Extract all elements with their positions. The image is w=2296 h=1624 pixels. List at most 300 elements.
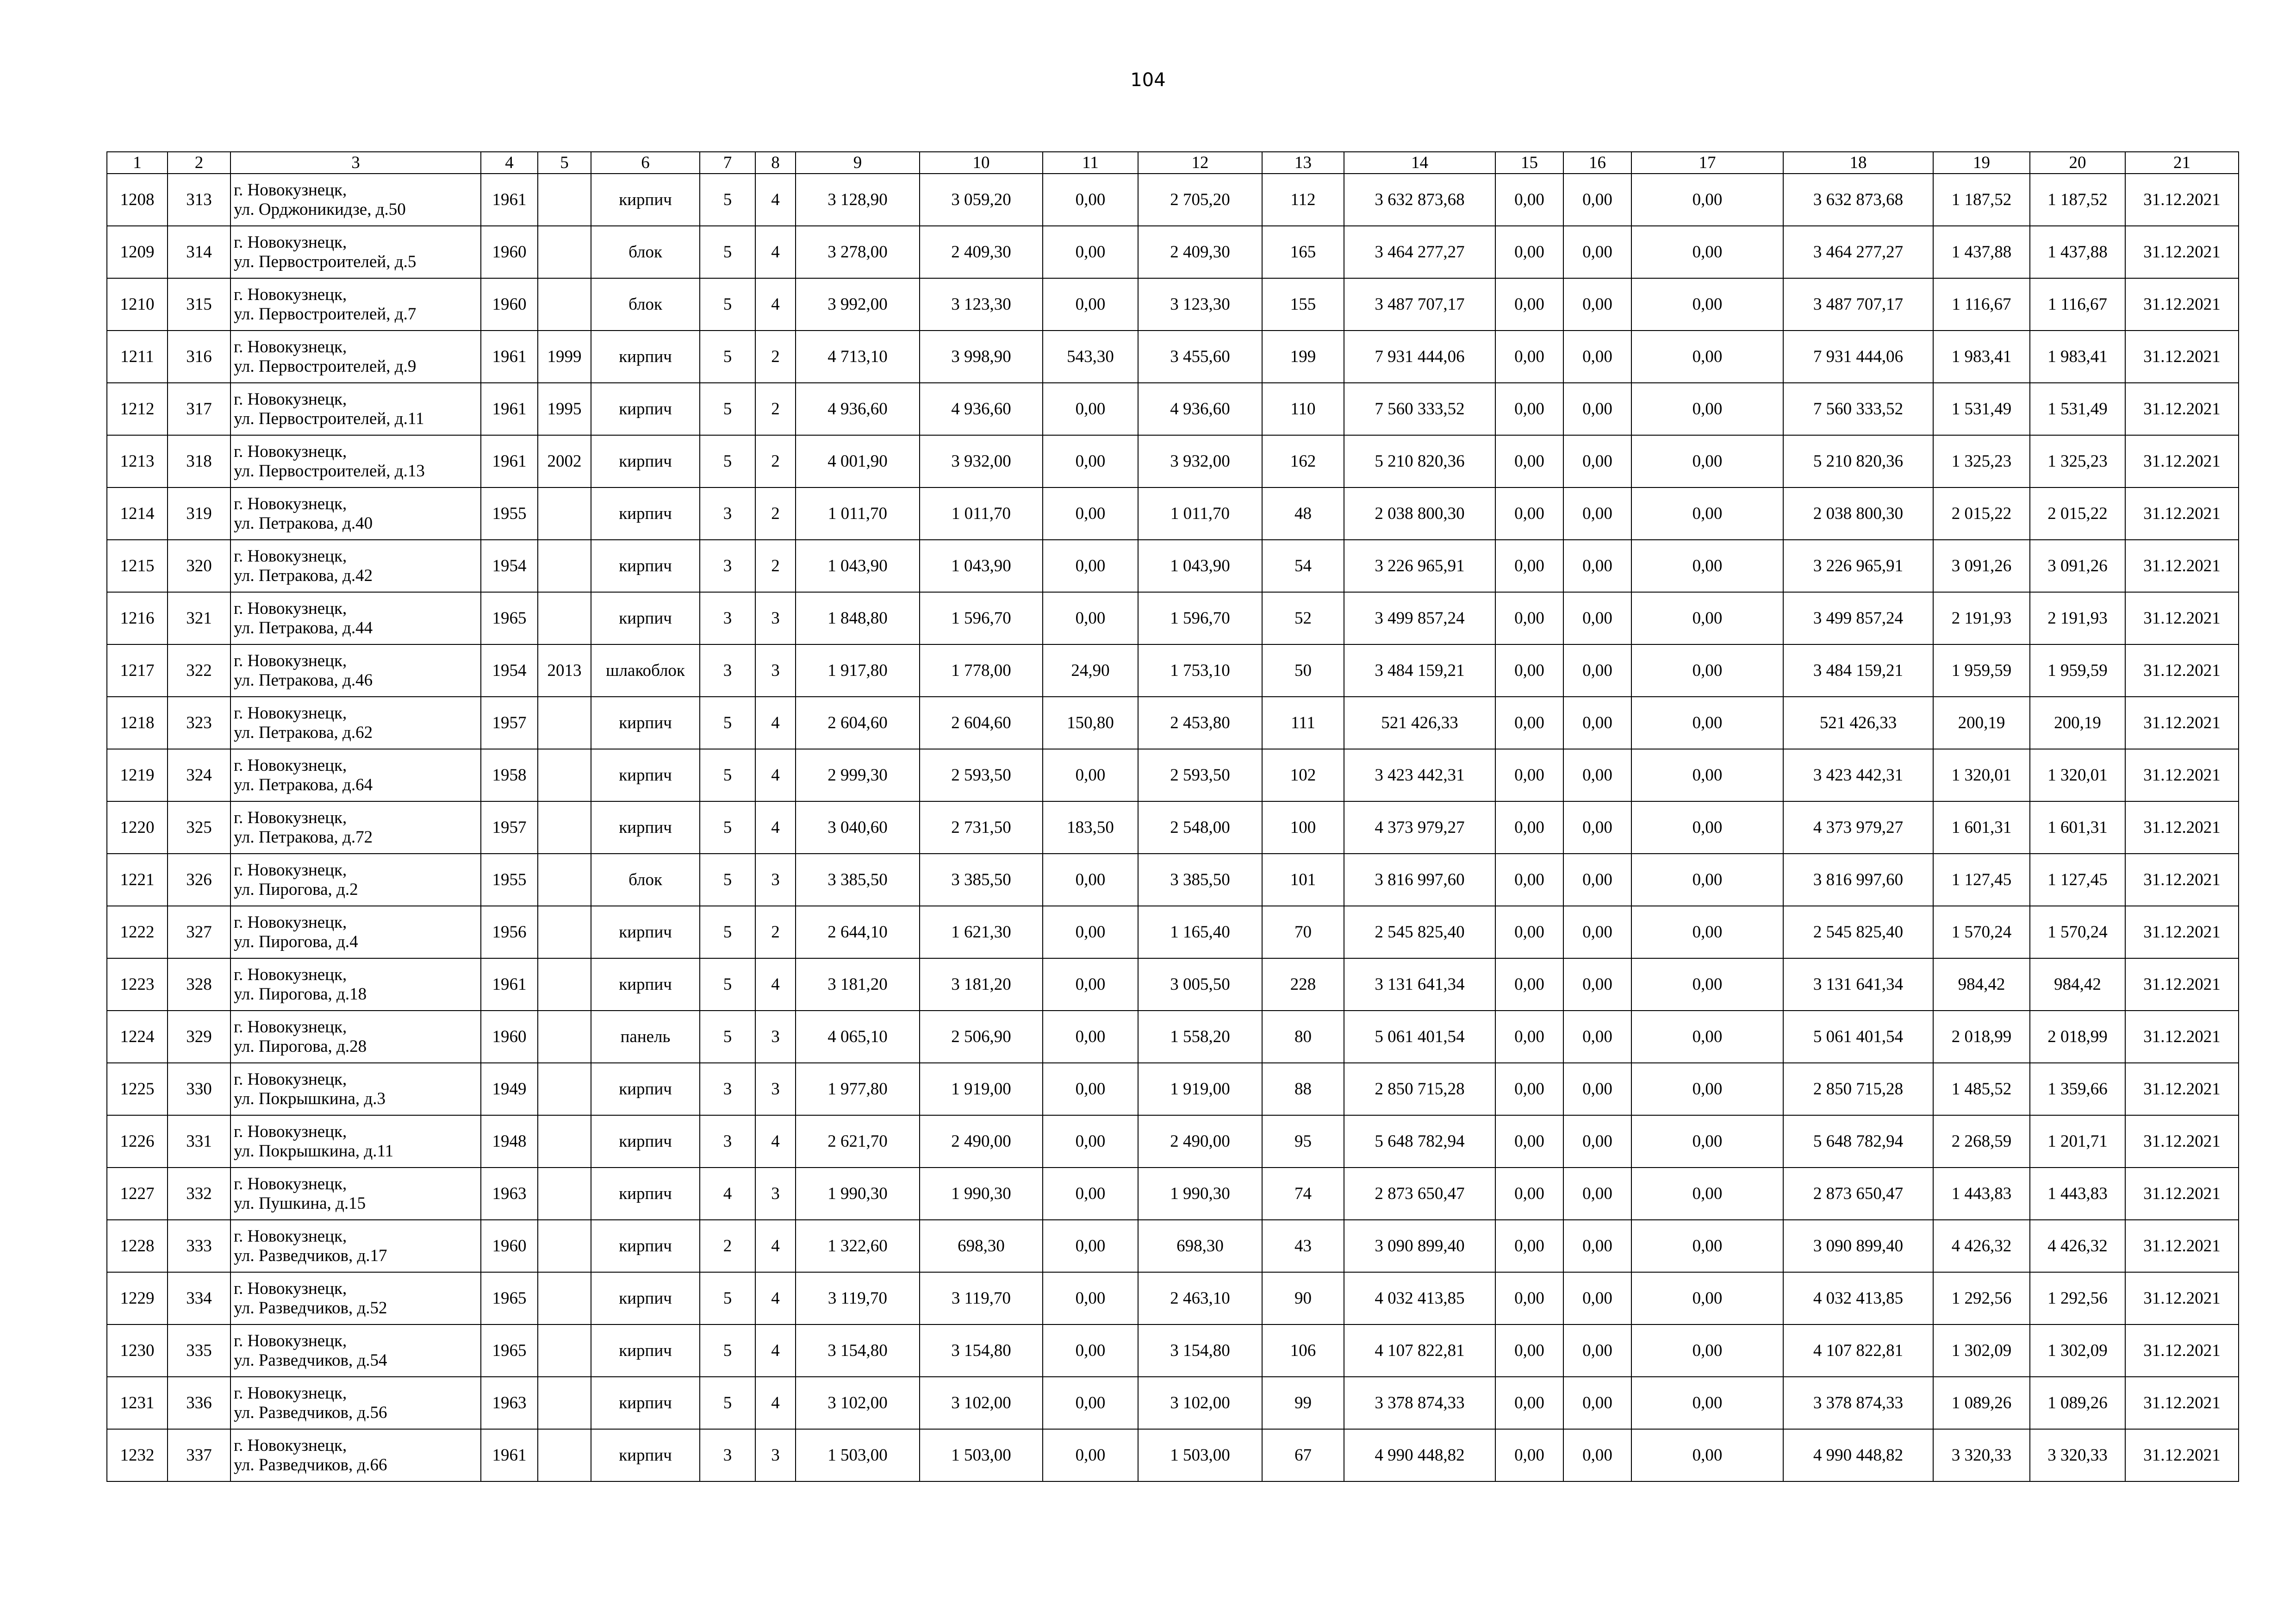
cell-col-7: 4 <box>700 1168 755 1220</box>
address-city: г. Новокузнецк, <box>234 232 347 252</box>
cell-col-2: 334 <box>168 1272 230 1324</box>
cell-col-17: 0,00 <box>1631 906 1783 958</box>
cell-col-1: 1215 <box>107 540 168 592</box>
cell-col-13: 111 <box>1262 697 1344 749</box>
cell-col-12: 3 385,50 <box>1138 854 1262 906</box>
cell-col-16: 0,00 <box>1563 592 1631 644</box>
address-cell <box>230 487 481 540</box>
cell-col-12: 2 453,80 <box>1138 697 1262 749</box>
cell-col-2: 314 <box>168 226 230 278</box>
cell-col-13: 106 <box>1262 1324 1344 1377</box>
cell-col-10: 2 506,90 <box>920 1011 1043 1063</box>
cell-col-8: 3 <box>755 1429 796 1481</box>
table-row <box>107 854 2239 906</box>
address-city: г. Новокузнецк, <box>234 1017 347 1037</box>
cell-col-4: 1955 <box>481 487 538 540</box>
cell-col-11: 183,50 <box>1043 801 1138 854</box>
cell-col-10: 2 593,50 <box>920 749 1043 801</box>
cell-col-8: 4 <box>755 697 796 749</box>
cell-col-19: 1 127,45 <box>1933 854 2030 906</box>
table-row <box>107 697 2239 749</box>
cell-col-5 <box>538 801 591 854</box>
cell-col-4: 1949 <box>481 1063 538 1115</box>
cell-col-10: 1 011,70 <box>920 487 1043 540</box>
cell-col-21: 31.12.2021 <box>2125 697 2239 749</box>
cell-col-10: 3 102,00 <box>920 1377 1043 1429</box>
cell-col-12: 3 005,50 <box>1138 958 1262 1011</box>
cell-col-9: 2 999,30 <box>796 749 920 801</box>
cell-col-14: 5 210 820,36 <box>1344 435 1495 487</box>
cell-col-17: 0,00 <box>1631 1168 1783 1220</box>
cell-col-21: 31.12.2021 <box>2125 592 2239 644</box>
cell-col-16: 0,00 <box>1563 435 1631 487</box>
cell-col-5 <box>538 592 591 644</box>
cell-col-6: кирпич <box>591 958 700 1011</box>
cell-col-21: 31.12.2021 <box>2125 1272 2239 1324</box>
cell-col-15: 0,00 <box>1495 958 1563 1011</box>
address-city: г. Новокузнецк, <box>234 1069 347 1089</box>
cell-col-14: 521 426,33 <box>1344 697 1495 749</box>
cell-col-5 <box>538 854 591 906</box>
cell-col-17: 0,00 <box>1631 174 1783 226</box>
cell-col-8: 2 <box>755 331 796 383</box>
column-header-5: 5 <box>538 152 591 174</box>
cell-col-8: 3 <box>755 854 796 906</box>
table-row <box>107 801 2239 854</box>
cell-col-14: 3 632 873,68 <box>1344 174 1495 226</box>
table-row <box>107 487 2239 540</box>
cell-col-9: 1 011,70 <box>796 487 920 540</box>
column-header-1: 1 <box>107 152 168 174</box>
cell-col-12: 3 123,30 <box>1138 278 1262 331</box>
cell-col-10: 3 998,90 <box>920 331 1043 383</box>
cell-col-15: 0,00 <box>1495 540 1563 592</box>
address-street: ул. Пирогова, д.18 <box>234 984 367 1004</box>
cell-col-5 <box>538 226 591 278</box>
cell-col-8: 4 <box>755 1377 796 1429</box>
table-row <box>107 278 2239 331</box>
address-street: ул. Разведчиков, д.66 <box>234 1455 387 1474</box>
cell-col-9: 4 065,10 <box>796 1011 920 1063</box>
cell-col-8: 3 <box>755 1011 796 1063</box>
cell-col-7: 5 <box>700 958 755 1011</box>
cell-col-10: 1 596,70 <box>920 592 1043 644</box>
cell-col-1: 1224 <box>107 1011 168 1063</box>
address-cell <box>230 331 481 383</box>
cell-col-16: 0,00 <box>1563 1168 1631 1220</box>
cell-col-15: 0,00 <box>1495 906 1563 958</box>
column-header-3: 3 <box>230 152 481 174</box>
cell-col-10: 1 043,90 <box>920 540 1043 592</box>
cell-col-21: 31.12.2021 <box>2125 174 2239 226</box>
cell-col-2: 332 <box>168 1168 230 1220</box>
address-street: ул. Пирогова, д.28 <box>234 1037 367 1056</box>
cell-col-9: 1 917,80 <box>796 644 920 697</box>
cell-col-6: кирпич <box>591 697 700 749</box>
cell-col-9: 3 385,50 <box>796 854 920 906</box>
cell-col-14: 3 484 159,21 <box>1344 644 1495 697</box>
cell-col-6: кирпич <box>591 906 700 958</box>
cell-col-6: кирпич <box>591 383 700 435</box>
address-city: г. Новокузнецк, <box>234 1226 347 1246</box>
cell-col-18: 7 931 444,06 <box>1783 331 1933 383</box>
cell-col-13: 90 <box>1262 1272 1344 1324</box>
cell-col-15: 0,00 <box>1495 226 1563 278</box>
cell-col-8: 2 <box>755 487 796 540</box>
cell-col-4: 1957 <box>481 801 538 854</box>
cell-col-14: 5 648 782,94 <box>1344 1115 1495 1168</box>
cell-col-21: 31.12.2021 <box>2125 487 2239 540</box>
cell-col-4: 1954 <box>481 540 538 592</box>
cell-col-11: 543,30 <box>1043 331 1138 383</box>
cell-col-10: 3 123,30 <box>920 278 1043 331</box>
cell-col-6: кирпич <box>591 331 700 383</box>
cell-col-15: 0,00 <box>1495 749 1563 801</box>
cell-col-17: 0,00 <box>1631 435 1783 487</box>
cell-col-7: 5 <box>700 1377 755 1429</box>
address-city: г. Новокузнецк, <box>234 546 347 566</box>
cell-col-19: 4 426,32 <box>1933 1220 2030 1272</box>
column-header-7: 7 <box>700 152 755 174</box>
cell-col-15: 0,00 <box>1495 1063 1563 1115</box>
cell-col-10: 1 990,30 <box>920 1168 1043 1220</box>
cell-col-8: 3 <box>755 1168 796 1220</box>
address-cell <box>230 1324 481 1377</box>
cell-col-18: 3 499 857,24 <box>1783 592 1933 644</box>
cell-col-15: 0,00 <box>1495 644 1563 697</box>
cell-col-12: 3 154,80 <box>1138 1324 1262 1377</box>
cell-col-8: 4 <box>755 1220 796 1272</box>
cell-col-1: 1228 <box>107 1220 168 1272</box>
cell-col-5: 1999 <box>538 331 591 383</box>
cell-col-4: 1963 <box>481 1377 538 1429</box>
cell-col-8: 3 <box>755 644 796 697</box>
cell-col-15: 0,00 <box>1495 1115 1563 1168</box>
address-city: г. Новокузнецк, <box>234 1383 347 1403</box>
cell-col-9: 3 181,20 <box>796 958 920 1011</box>
cell-col-19: 2 015,22 <box>1933 487 2030 540</box>
cell-col-20: 984,42 <box>2030 958 2125 1011</box>
cell-col-21: 31.12.2021 <box>2125 383 2239 435</box>
cell-col-14: 3 131 641,34 <box>1344 958 1495 1011</box>
cell-col-12: 1 165,40 <box>1138 906 1262 958</box>
cell-col-5: 2013 <box>538 644 591 697</box>
cell-col-17: 0,00 <box>1631 383 1783 435</box>
cell-col-2: 322 <box>168 644 230 697</box>
address-cell <box>230 592 481 644</box>
cell-col-4: 1963 <box>481 1168 538 1220</box>
cell-col-1: 1216 <box>107 592 168 644</box>
cell-col-21: 31.12.2021 <box>2125 226 2239 278</box>
cell-col-10: 3 932,00 <box>920 435 1043 487</box>
cell-col-4: 1961 <box>481 1429 538 1481</box>
cell-col-20: 1 089,26 <box>2030 1377 2125 1429</box>
cell-col-10: 3 385,50 <box>920 854 1043 906</box>
cell-col-9: 1 848,80 <box>796 592 920 644</box>
cell-col-14: 3 816 997,60 <box>1344 854 1495 906</box>
address-cell <box>230 1220 481 1272</box>
cell-col-12: 1 990,30 <box>1138 1168 1262 1220</box>
cell-col-15: 0,00 <box>1495 801 1563 854</box>
cell-col-14: 4 373 979,27 <box>1344 801 1495 854</box>
cell-col-13: 110 <box>1262 383 1344 435</box>
cell-col-1: 1221 <box>107 854 168 906</box>
cell-col-7: 5 <box>700 435 755 487</box>
cell-col-16: 0,00 <box>1563 958 1631 1011</box>
cell-col-14: 3 423 442,31 <box>1344 749 1495 801</box>
cell-col-1: 1229 <box>107 1272 168 1324</box>
cell-col-9: 4 936,60 <box>796 383 920 435</box>
cell-col-9: 4 713,10 <box>796 331 920 383</box>
cell-col-7: 3 <box>700 1115 755 1168</box>
cell-col-9: 4 001,90 <box>796 435 920 487</box>
cell-col-7: 5 <box>700 906 755 958</box>
cell-col-15: 0,00 <box>1495 174 1563 226</box>
cell-col-20: 3 091,26 <box>2030 540 2125 592</box>
cell-col-17: 0,00 <box>1631 1272 1783 1324</box>
cell-col-20: 1 116,67 <box>2030 278 2125 331</box>
address-city: г. Новокузнецк, <box>234 442 347 461</box>
cell-col-2: 320 <box>168 540 230 592</box>
cell-col-11: 24,90 <box>1043 644 1138 697</box>
cell-col-10: 2 490,00 <box>920 1115 1043 1168</box>
table-row <box>107 592 2239 644</box>
address-city: г. Новокузнецк, <box>234 285 347 304</box>
cell-col-2: 335 <box>168 1324 230 1377</box>
cell-col-5 <box>538 174 591 226</box>
cell-col-14: 2 873 650,47 <box>1344 1168 1495 1220</box>
cell-col-17: 0,00 <box>1631 958 1783 1011</box>
cell-col-12: 1 753,10 <box>1138 644 1262 697</box>
cell-col-18: 3 816 997,60 <box>1783 854 1933 906</box>
cell-col-14: 7 931 444,06 <box>1344 331 1495 383</box>
cell-col-14: 3 499 857,24 <box>1344 592 1495 644</box>
address-city: г. Новокузнецк, <box>234 337 347 356</box>
address-city: г. Новокузнецк, <box>234 965 347 984</box>
cell-col-8: 4 <box>755 958 796 1011</box>
cell-col-9: 1 503,00 <box>796 1429 920 1481</box>
address-cell <box>230 1429 481 1481</box>
table-row <box>107 383 2239 435</box>
cell-col-19: 1 443,83 <box>1933 1168 2030 1220</box>
cell-col-1: 1219 <box>107 749 168 801</box>
cell-col-2: 336 <box>168 1377 230 1429</box>
cell-col-13: 228 <box>1262 958 1344 1011</box>
address-street: ул. Петракова, д.40 <box>234 513 373 533</box>
address-street: ул. Пирогова, д.4 <box>234 932 358 951</box>
cell-col-18: 3 423 442,31 <box>1783 749 1933 801</box>
cell-col-18: 3 131 641,34 <box>1783 958 1933 1011</box>
cell-col-8: 2 <box>755 906 796 958</box>
column-header-15: 15 <box>1495 152 1563 174</box>
cell-col-2: 324 <box>168 749 230 801</box>
address-cell <box>230 383 481 435</box>
cell-col-19: 1 570,24 <box>1933 906 2030 958</box>
cell-col-6: блок <box>591 226 700 278</box>
cell-col-11: 0,00 <box>1043 383 1138 435</box>
cell-col-16: 0,00 <box>1563 801 1631 854</box>
cell-col-4: 1961 <box>481 174 538 226</box>
cell-col-20: 200,19 <box>2030 697 2125 749</box>
column-header-20: 20 <box>2030 152 2125 174</box>
table-row <box>107 644 2239 697</box>
cell-col-2: 328 <box>168 958 230 1011</box>
cell-col-20: 1 959,59 <box>2030 644 2125 697</box>
cell-col-6: кирпич <box>591 801 700 854</box>
cell-col-16: 0,00 <box>1563 487 1631 540</box>
address-city: г. Новокузнецк, <box>234 703 347 723</box>
cell-col-19: 1 601,31 <box>1933 801 2030 854</box>
cell-col-20: 2 015,22 <box>2030 487 2125 540</box>
cell-col-17: 0,00 <box>1631 331 1783 383</box>
address-street: ул. Разведчиков, д.17 <box>234 1246 387 1265</box>
cell-col-5 <box>538 1168 591 1220</box>
cell-col-17: 0,00 <box>1631 1115 1783 1168</box>
cell-col-16: 0,00 <box>1563 1429 1631 1481</box>
cell-col-15: 0,00 <box>1495 1377 1563 1429</box>
cell-col-16: 0,00 <box>1563 1272 1631 1324</box>
address-city: г. Новокузнецк, <box>234 1122 347 1141</box>
cell-col-11: 0,00 <box>1043 1324 1138 1377</box>
cell-col-16: 0,00 <box>1563 749 1631 801</box>
cell-col-15: 0,00 <box>1495 1272 1563 1324</box>
cell-col-2: 316 <box>168 331 230 383</box>
cell-col-14: 2 850 715,28 <box>1344 1063 1495 1115</box>
cell-col-1: 1226 <box>107 1115 168 1168</box>
cell-col-15: 0,00 <box>1495 592 1563 644</box>
address-street: ул. Петракова, д.44 <box>234 618 373 637</box>
cell-col-11: 0,00 <box>1043 226 1138 278</box>
cell-col-21: 31.12.2021 <box>2125 749 2239 801</box>
cell-col-20: 1 983,41 <box>2030 331 2125 383</box>
cell-col-10: 1 621,30 <box>920 906 1043 958</box>
cell-col-12: 2 463,10 <box>1138 1272 1262 1324</box>
cell-col-20: 1 443,83 <box>2030 1168 2125 1220</box>
cell-col-12: 2 490,00 <box>1138 1115 1262 1168</box>
cell-col-13: 155 <box>1262 278 1344 331</box>
cell-col-2: 337 <box>168 1429 230 1481</box>
cell-col-20: 1 325,23 <box>2030 435 2125 487</box>
cell-col-11: 0,00 <box>1043 592 1138 644</box>
cell-col-11: 0,00 <box>1043 1429 1138 1481</box>
table-row <box>107 1011 2239 1063</box>
cell-col-16: 0,00 <box>1563 697 1631 749</box>
cell-col-16: 0,00 <box>1563 1324 1631 1377</box>
cell-col-6: блок <box>591 278 700 331</box>
cell-col-7: 3 <box>700 1063 755 1115</box>
cell-col-1: 1222 <box>107 906 168 958</box>
cell-col-16: 0,00 <box>1563 1377 1631 1429</box>
column-header-11: 11 <box>1043 152 1138 174</box>
cell-col-7: 5 <box>700 697 755 749</box>
cell-col-19: 1 983,41 <box>1933 331 2030 383</box>
cell-col-20: 1 320,01 <box>2030 749 2125 801</box>
cell-col-1: 1227 <box>107 1168 168 1220</box>
table-row <box>107 749 2239 801</box>
cell-col-6: кирпич <box>591 1063 700 1115</box>
cell-col-18: 5 210 820,36 <box>1783 435 1933 487</box>
address-street: ул. Покрышкина, д.11 <box>234 1141 394 1161</box>
cell-col-1: 1218 <box>107 697 168 749</box>
cell-col-15: 0,00 <box>1495 331 1563 383</box>
cell-col-21: 31.12.2021 <box>2125 1168 2239 1220</box>
cell-col-12: 2 409,30 <box>1138 226 1262 278</box>
cell-col-20: 1 187,52 <box>2030 174 2125 226</box>
address-cell <box>230 435 481 487</box>
cell-col-6: кирпич <box>591 749 700 801</box>
cell-col-13: 48 <box>1262 487 1344 540</box>
address-cell <box>230 1272 481 1324</box>
address-city: г. Новокузнецк, <box>234 1174 347 1193</box>
cell-col-14: 2 038 800,30 <box>1344 487 1495 540</box>
cell-col-6: шлакоблок <box>591 644 700 697</box>
address-street: ул. Петракова, д.72 <box>234 827 373 847</box>
column-header-12: 12 <box>1138 152 1262 174</box>
cell-col-9: 3 278,00 <box>796 226 920 278</box>
cell-col-13: 67 <box>1262 1429 1344 1481</box>
cell-col-6: кирпич <box>591 1429 700 1481</box>
address-city: г. Новокузнецк, <box>234 599 347 618</box>
cell-col-8: 4 <box>755 801 796 854</box>
cell-col-17: 0,00 <box>1631 1063 1783 1115</box>
cell-col-6: кирпич <box>591 1324 700 1377</box>
cell-col-8: 2 <box>755 383 796 435</box>
address-cell <box>230 226 481 278</box>
address-city: г. Новокузнецк, <box>234 494 347 513</box>
cell-col-6: кирпич <box>591 1272 700 1324</box>
cell-col-16: 0,00 <box>1563 383 1631 435</box>
address-street: ул. Петракова, д.46 <box>234 670 373 690</box>
cell-col-12: 1 558,20 <box>1138 1011 1262 1063</box>
cell-col-19: 1 531,49 <box>1933 383 2030 435</box>
cell-col-19: 2 191,93 <box>1933 592 2030 644</box>
cell-col-5 <box>538 487 591 540</box>
cell-col-11: 0,00 <box>1043 1377 1138 1429</box>
cell-col-21: 31.12.2021 <box>2125 278 2239 331</box>
column-header-17: 17 <box>1631 152 1783 174</box>
table-row <box>107 226 2239 278</box>
cell-col-19: 1 437,88 <box>1933 226 2030 278</box>
address-cell <box>230 174 481 226</box>
cell-col-4: 1960 <box>481 226 538 278</box>
cell-col-19: 1 116,67 <box>1933 278 2030 331</box>
cell-col-1: 1217 <box>107 644 168 697</box>
cell-col-9: 1 043,90 <box>796 540 920 592</box>
cell-col-2: 313 <box>168 174 230 226</box>
cell-col-12: 3 455,60 <box>1138 331 1262 383</box>
cell-col-12: 2 705,20 <box>1138 174 1262 226</box>
cell-col-19: 3 091,26 <box>1933 540 2030 592</box>
cell-col-20: 3 320,33 <box>2030 1429 2125 1481</box>
cell-col-16: 0,00 <box>1563 174 1631 226</box>
cell-col-4: 1958 <box>481 749 538 801</box>
cell-col-5 <box>538 278 591 331</box>
cell-col-11: 0,00 <box>1043 906 1138 958</box>
cell-col-6: кирпич <box>591 1220 700 1272</box>
cell-col-6: кирпич <box>591 1115 700 1168</box>
table-row <box>107 1063 2239 1115</box>
cell-col-8: 4 <box>755 226 796 278</box>
cell-col-2: 317 <box>168 383 230 435</box>
cell-col-1: 1211 <box>107 331 168 383</box>
cell-col-12: 1 011,70 <box>1138 487 1262 540</box>
cell-col-1: 1213 <box>107 435 168 487</box>
column-header-18: 18 <box>1783 152 1933 174</box>
cell-col-19: 984,42 <box>1933 958 2030 1011</box>
cell-col-1: 1230 <box>107 1324 168 1377</box>
cell-col-20: 1 531,49 <box>2030 383 2125 435</box>
address-street: ул. Петракова, д.42 <box>234 566 373 585</box>
